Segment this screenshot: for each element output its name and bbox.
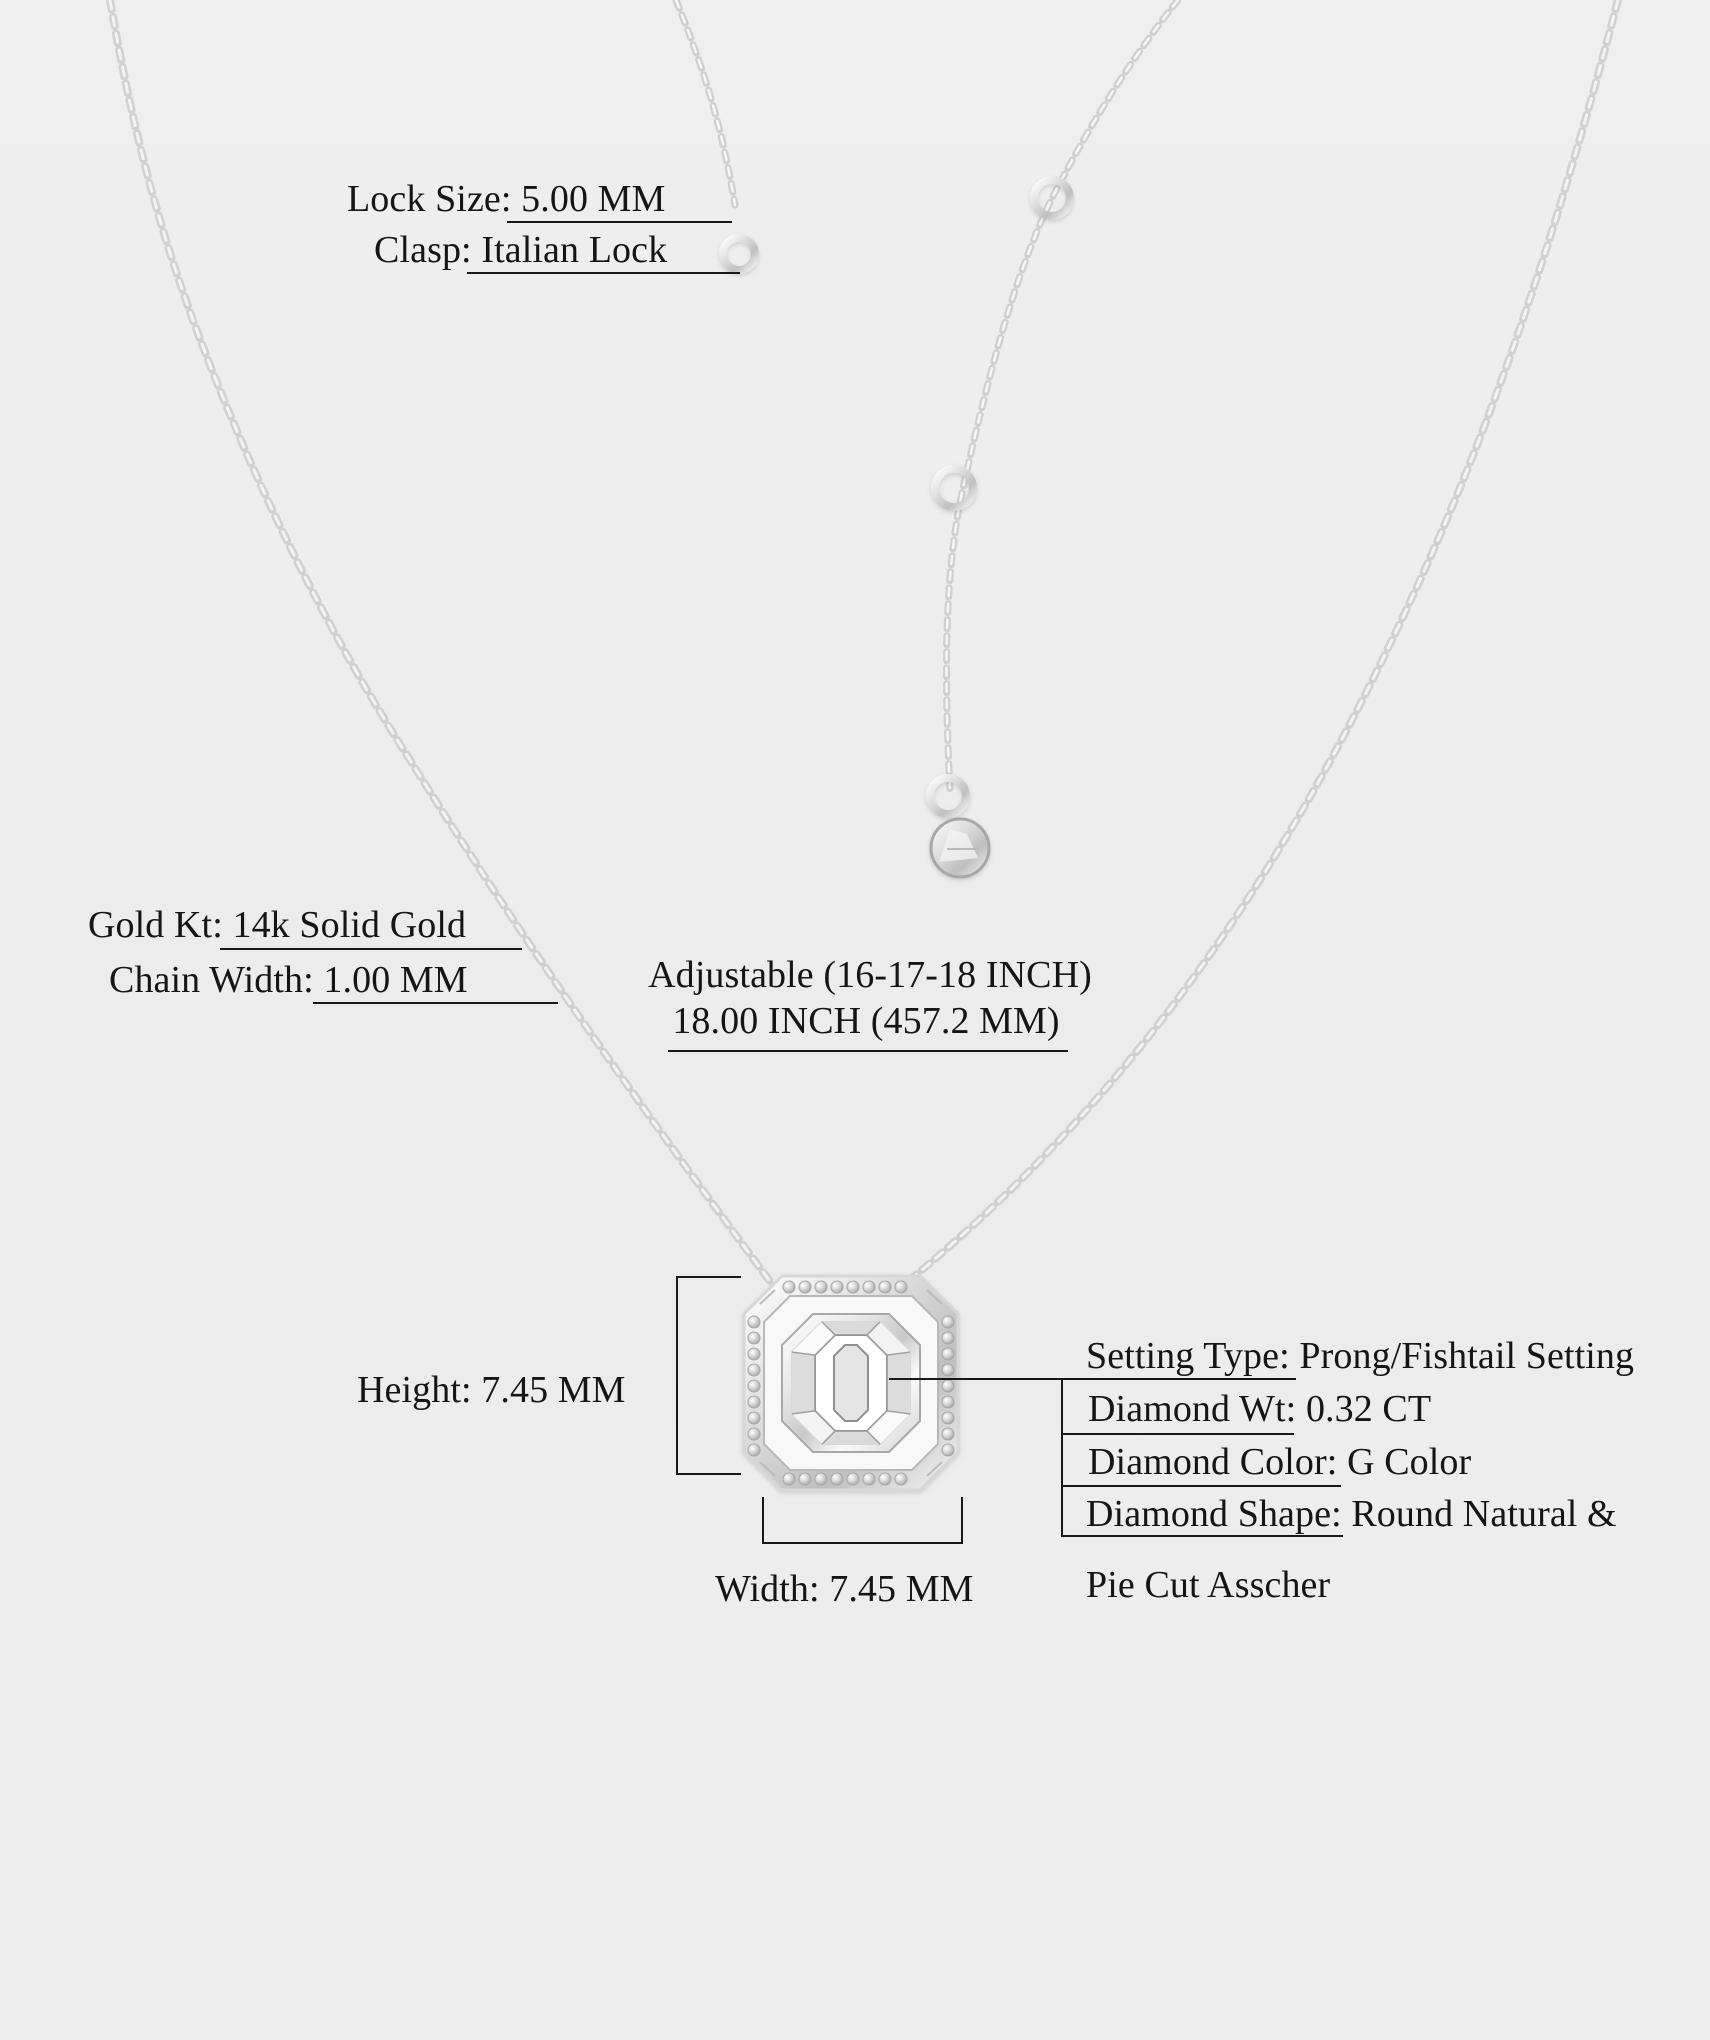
diamond-weight-spec bbox=[1088, 1390, 1431, 1428]
height-bracket-top bbox=[676, 1276, 741, 1278]
clasp-label: Clasp: bbox=[374, 229, 472, 271]
lock-size-label: Lock Size: bbox=[347, 178, 512, 220]
height-label: Height: bbox=[357, 1369, 472, 1411]
length-underline bbox=[668, 1050, 1068, 1052]
diamond-shape-spec bbox=[1086, 1495, 1617, 1533]
width-bracket-right bbox=[961, 1497, 963, 1543]
setting-type-spec bbox=[1086, 1337, 1634, 1375]
setting-type-underline bbox=[1056, 1378, 1296, 1380]
diamond-weight-label: Diamond Wt: bbox=[1088, 1388, 1297, 1430]
gold-kt-label: Gold Kt: bbox=[88, 904, 223, 946]
gold-kt-underline bbox=[220, 948, 522, 950]
lock-size-spec bbox=[347, 180, 665, 218]
height-spec bbox=[357, 1371, 626, 1409]
gold-kt-value: 14k Solid Gold bbox=[232, 904, 467, 946]
diamond-wt-underline bbox=[1061, 1433, 1294, 1435]
pendant bbox=[744, 1276, 958, 1490]
gold-kt-spec bbox=[88, 906, 466, 944]
adjustable-length: Adjustable (16-17-18 INCH) bbox=[648, 954, 1092, 996]
diamond-color-underline bbox=[1061, 1485, 1341, 1487]
chain-width-underline bbox=[313, 1002, 558, 1004]
diamond-shape-value: Round Natural & bbox=[1351, 1493, 1617, 1535]
diamond-color-value: G Color bbox=[1347, 1441, 1472, 1483]
height-bracket-line bbox=[676, 1276, 678, 1475]
width-bracket-line bbox=[762, 1542, 963, 1544]
setting-type-value: Prong/Fishtail Setting bbox=[1299, 1335, 1635, 1377]
diamond-color-spec bbox=[1088, 1443, 1471, 1481]
diamond-weight-value: 0.32 CT bbox=[1305, 1388, 1432, 1430]
main-chain bbox=[110, 0, 1618, 1288]
width-bracket-left bbox=[762, 1497, 764, 1543]
clasp-spec bbox=[374, 231, 667, 269]
width-label: Width: bbox=[715, 1568, 820, 1610]
clasp-underline bbox=[467, 272, 740, 274]
setting-type-label: Setting Type: bbox=[1086, 1335, 1290, 1377]
width-spec bbox=[715, 1570, 974, 1608]
diamond-color-label: Diamond Color: bbox=[1088, 1441, 1338, 1483]
diamond-shape-label: Diamond Shape: bbox=[1086, 1493, 1342, 1535]
chain-width-value: 1.00 MM bbox=[323, 959, 468, 1001]
chain-width-label: Chain Width: bbox=[109, 959, 314, 1001]
clasp-icon bbox=[931, 819, 989, 877]
diamond-shape-underline bbox=[1061, 1535, 1343, 1537]
height-bracket-bottom bbox=[676, 1473, 741, 1475]
clasp-value: Italian Lock bbox=[481, 229, 668, 271]
chain-width-spec bbox=[109, 961, 468, 999]
height-value: 7.45 MM bbox=[481, 1369, 626, 1411]
diamond-shape-continuation: Pie Cut Asscher bbox=[1086, 1564, 1331, 1606]
extender-chain bbox=[676, 0, 1178, 790]
total-length: 18.00 INCH (457.2 MM) bbox=[672, 1000, 1060, 1042]
width-value: 7.45 MM bbox=[829, 1568, 974, 1610]
lock-size-value: 5.00 MM bbox=[521, 178, 666, 220]
lock-size-underline bbox=[507, 221, 732, 223]
diamond-leader-vertical bbox=[1061, 1380, 1063, 1536]
